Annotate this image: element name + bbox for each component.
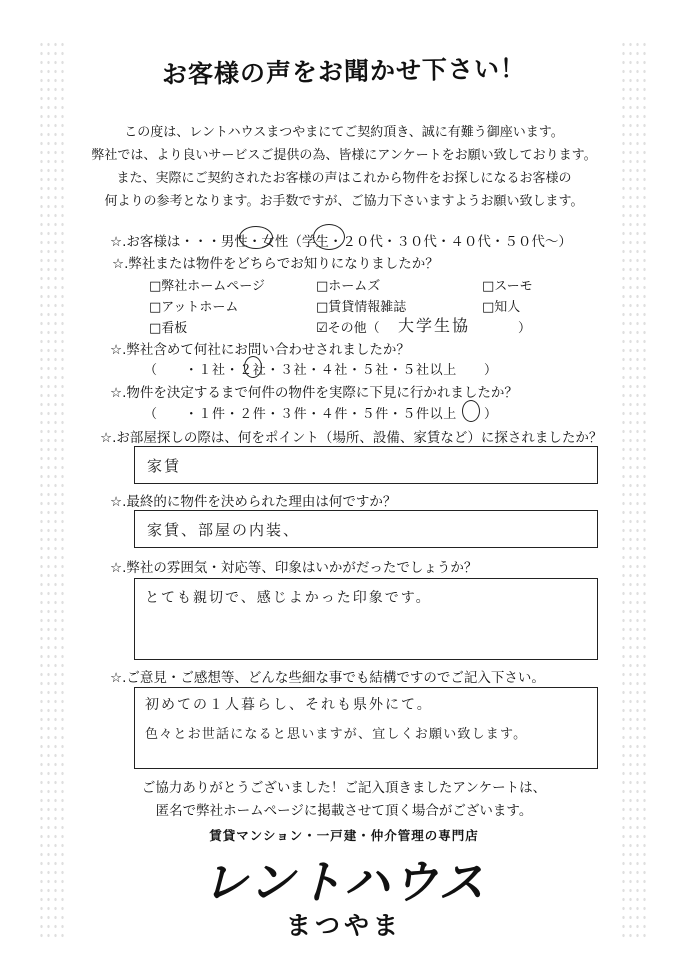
q3-selected-circle [244,356,262,378]
q6-answer-box [134,510,598,548]
q3-choices: （ ・１社・２社・３社・４社・５社・５社以上 ） [144,363,498,378]
q4-choices: （ ・１件・２件・３件・４件・５件・５件以上 ） [144,407,498,422]
q2-option-other[interactable]: ☑その他（ [316,321,380,336]
q2-label: ☆.弊社または物件をどちらでお知りになりましたか？ [112,256,439,272]
q2-option-homepage[interactable]: □弊社ホームページ [149,279,266,294]
q4-selected-circle [462,400,480,422]
q2-option-suumo[interactable]: □スーモ [482,279,533,294]
logo-bottom: まつやま [285,911,402,940]
q2-option-homes[interactable]: □ホームズ [316,279,381,294]
intro-line-2: 弊社では、より良いサービスご提供の為、皆様にアンケートをお願い致しております。 [91,148,597,163]
q2-option-athome[interactable]: □アットホーム [149,300,239,315]
q1-age-circle [313,224,345,250]
q6-answer: 家賃、部屋の内装、 [147,521,301,539]
q7-answer: とても親切で、感じよかった印象です。 [145,590,432,606]
q2-option-signboard[interactable]: □看板 [149,321,188,336]
q4-label: ☆.物件を決定するまで何件の物件を実際に下見に行かれましたか？ [110,385,518,401]
q2-option-magazine[interactable]: □賃貸情報雑誌 [316,300,407,315]
q1-gender-circle [239,226,273,249]
logo-subtitle: 賃貸マンション・一戸建・仲介管理の専門店 [209,828,479,843]
intro-line-1: この度は、レントハウスまつやまにてご契約頂き、誠に有難う御座います。 [124,125,564,140]
q2-other-close: ） [518,321,532,336]
q8-answer-line-2: 色々とお世話になると思いますが、宜しくお願い致します。 [145,727,528,742]
q3-label: ☆.弊社含めて何社にお問い合わせされましたか？ [110,342,410,358]
q7-answer-box [134,578,598,660]
q5-answer: 家賃 [147,457,182,475]
intro-line-3: また、実際にご契約されたお客様の声はこれから物件をお探しになるお客様の [116,171,572,186]
q1-label: ☆.お客様は・・・男性・女性（学生・２０代・３０代・４０代・５０代～） [110,234,572,250]
q7-label: ☆.弊社の雰囲気・対応等、印象はいかがだったでしょうか？ [110,560,478,576]
page-title: お客様の声をお聞かせ下さい！ [161,53,527,90]
closing-line-2: 匿名で弊社ホームページに掲載させて頂く場合がございます。 [155,803,533,819]
q8-answer-box [134,687,598,769]
q8-answer-line-1: 初めての１人暮らし、それも県外にて。 [145,697,433,713]
intro-line-4: 何よりの参考となります。お手数ですが、ご協力下さいますようお願い致します。 [104,194,584,209]
q5-label: ☆.お部屋探しの際は、何をポイント（場所、設備、家賃など）に探されましたか？ [100,430,603,446]
q5-answer-box [134,446,598,484]
q8-label: ☆.ご意見・ご感想等、どんな些細な事でも結構ですのでご記入下さい。 [110,670,545,686]
q6-label: ☆.最終的に物件を決められた理由は何ですか？ [110,494,397,510]
q2-option-friend[interactable]: □知人 [482,300,521,315]
closing-line-1: ご協力ありがとうございました！ご記入頂きましたアンケートは、 [141,780,547,796]
q2-other-answer: 大学生協 [398,316,471,335]
logo-main: レントハウス [201,855,487,909]
